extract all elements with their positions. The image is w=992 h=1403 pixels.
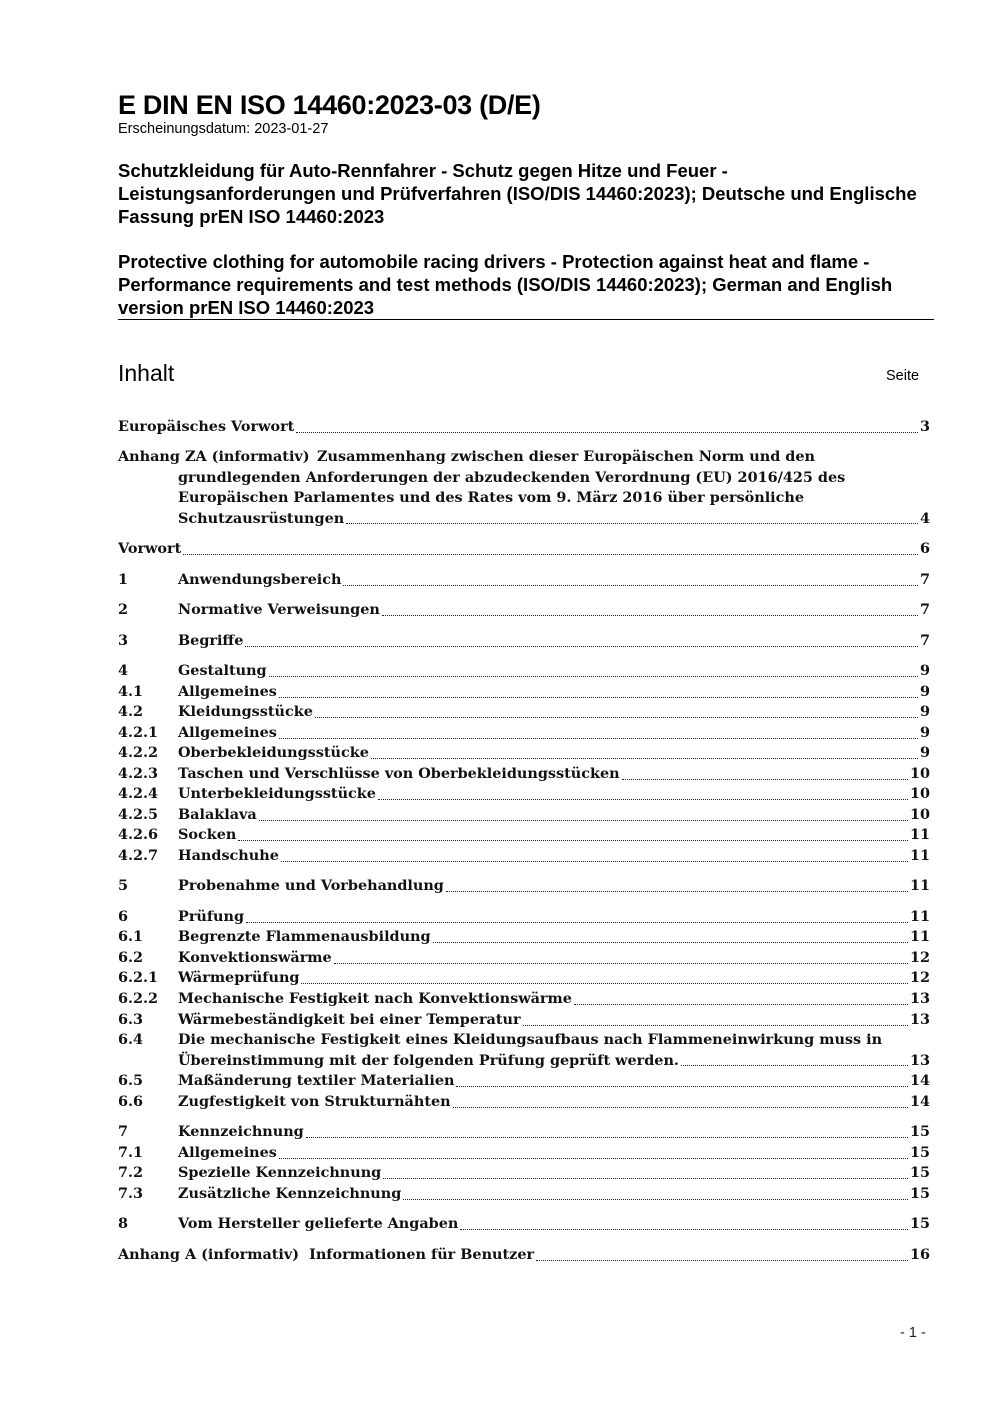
toc-heading: Inhalt [118, 360, 175, 386]
toc-leader-dots [183, 554, 918, 555]
toc-entry-number: 6 [118, 908, 129, 925]
toc-entry-page: 13 [909, 1051, 930, 1069]
toc-entry-title: Konvektionswärme [178, 949, 332, 966]
toc-entry-page: 14 [909, 1093, 930, 1110]
toc-entry[interactable] [118, 846, 930, 867]
toc-entry-title: Zugfestigkeit von Strukturnähten [178, 1093, 451, 1110]
toc-entry[interactable] [118, 1092, 930, 1113]
toc-entry-title: Begrenzte Flammenausbildung [178, 928, 431, 945]
toc-entry-title: Balaklava [178, 806, 257, 823]
toc-leader-dots [433, 942, 908, 943]
toc-entry-title: Vom Hersteller gelieferte Angaben [178, 1215, 459, 1232]
toc-leader-dots [279, 738, 918, 739]
toc-entry-page: 3 [919, 418, 930, 435]
toc-entry-number: 6.4 [118, 1031, 144, 1048]
toc-entry-page: 4 [919, 509, 930, 527]
toc-entry[interactable] [118, 968, 930, 989]
toc-entry-page: 11 [909, 928, 930, 945]
toc-entry-title: Taschen und Verschlüsse von Oberbekleidungsstücken [178, 765, 620, 782]
toc-leader-dots [269, 676, 918, 677]
toc-page-column-heading: Seite [886, 368, 920, 384]
toc-entry-page: 10 [909, 765, 930, 782]
toc-entry-title: Anwendungsbereich [178, 571, 342, 588]
toc-entry-number: 4 [118, 662, 129, 679]
toc-entry-number: 4.2.4 [118, 785, 159, 802]
toc-entry[interactable] [118, 1143, 930, 1164]
toc-entry-title: Maßänderung textiler Materialien [178, 1072, 455, 1089]
toc-entry-number: 7 [118, 1123, 129, 1140]
toc-entry-title: Vorwort [118, 540, 182, 557]
toc-entry-number: Anhang ZA (informativ) [118, 448, 310, 465]
toc-entry-number: 4.2.2 [118, 744, 159, 761]
title-english: Protective clothing for automobile racing drivers - Protection against heat and flame - Performance requirements and test methods (ISO/DIS 14460:2023); German and English version prEN ISO 14460:2023 [118, 251, 893, 318]
publication-date: Erscheinungsdatum: 2023-01-27 [118, 121, 329, 137]
document-id-title: E DIN EN ISO 14460:2023-03 (D/E) [118, 90, 541, 120]
toc-entry-title: Socken [178, 826, 237, 843]
toc-entry-title: Mechanische Festigkeit nach Konvektionswärme [178, 990, 572, 1007]
toc-entry[interactable] [118, 907, 930, 928]
toc-leader-dots [453, 1107, 908, 1108]
toc-entry-page: 9 [919, 683, 930, 700]
toc-entry-page: 13 [909, 1011, 930, 1028]
toc-entry-number: 7.2 [118, 1164, 144, 1181]
toc-entry[interactable] [118, 743, 930, 764]
toc-entry-page: 15 [909, 1144, 930, 1161]
toc-entry-page: 10 [909, 785, 930, 802]
toc-entry[interactable] [118, 764, 930, 785]
toc-entry-page: 9 [919, 662, 930, 679]
toc-entry-page: 10 [909, 806, 930, 823]
toc-leader-dots [346, 523, 918, 524]
toc-entry-number: 2 [118, 601, 129, 618]
toc-entry-number: 4.2.5 [118, 806, 159, 823]
toc-entry-title: Spezielle Kennzeichnung [178, 1164, 382, 1181]
toc-entry-page: 6 [919, 540, 930, 557]
toc-entry[interactable] [118, 1163, 930, 1184]
toc-entry[interactable] [118, 948, 930, 969]
toc-entry-title: Allgemeines [178, 724, 277, 741]
toc-entry-page: 15 [909, 1185, 930, 1202]
toc-leader-dots [306, 1137, 908, 1138]
toc-entry[interactable] [118, 825, 930, 846]
toc-entry-title: Kleidungsstücke [178, 703, 313, 720]
toc-entry-page: 11 [909, 826, 930, 843]
toc-entry[interactable] [118, 1184, 930, 1205]
toc-leader-dots [536, 1260, 908, 1261]
toc-entry-title: Anhang A (informativ) Informationen für Benutzer [118, 1246, 535, 1263]
toc-entry-number: 7.3 [118, 1185, 144, 1202]
toc-entry-title: Oberbekleidungsstücke [178, 744, 369, 761]
toc-entry-number: 4.2.1 [118, 724, 159, 741]
toc-entry-page: 13 [909, 990, 930, 1007]
toc-leader-dots [279, 697, 918, 698]
toc-entry[interactable] [118, 1071, 930, 1092]
toc-leader-dots [446, 891, 908, 892]
toc-entry-number: 6.6 [118, 1093, 144, 1110]
toc-entry-title: Europäisches Vorwort [118, 418, 295, 435]
toc-entry-number: 3 [118, 632, 129, 649]
toc-entry-title: Gestaltung [178, 662, 267, 679]
toc-entry[interactable] [118, 1010, 930, 1031]
toc-entry[interactable] [118, 417, 930, 438]
toc-entry-number: 6.2.1 [118, 969, 159, 986]
toc-entry-page: 11 [909, 877, 930, 894]
toc-leader-dots [460, 1229, 908, 1230]
toc-leader-dots [245, 646, 918, 647]
toc-entry[interactable] [118, 702, 930, 723]
toc-leader-dots [378, 799, 908, 800]
toc-entry[interactable] [118, 927, 930, 948]
toc-entry[interactable] [118, 1030, 930, 1071]
toc-entry-title-line: Die mechanische Festigkeit eines Kleidungsaufbaus nach Flammeneinwirkung muss in [178, 1031, 883, 1048]
toc-entry-number: 6.2 [118, 949, 144, 966]
toc-leader-dots [371, 758, 918, 759]
toc-entry-title: Schutzausrüstungen [178, 509, 345, 527]
toc-entry-page: 16 [909, 1246, 930, 1263]
toc-entry[interactable] [118, 682, 930, 703]
toc-entry-page: 12 [909, 949, 930, 966]
toc-leader-dots [523, 1025, 908, 1026]
toc-entry[interactable] [118, 570, 930, 591]
toc-leader-dots [281, 861, 908, 862]
toc-entry-page: 7 [919, 571, 930, 588]
toc-entry-title: Wärmebeständigkeit bei einer Temperatur [178, 1011, 521, 1028]
toc-leader-dots [343, 585, 918, 586]
toc-entry[interactable] [118, 661, 930, 682]
toc-entry[interactable] [118, 805, 930, 826]
toc-entry-number: 5 [118, 877, 129, 894]
toc-entry-page: 7 [919, 601, 930, 618]
toc-entry-number: 8 [118, 1215, 129, 1232]
toc-entry-number: 6.3 [118, 1011, 144, 1028]
page-number: - 1 - [900, 1325, 926, 1341]
toc-leader-dots [383, 1178, 908, 1179]
toc-entry-title: Probenahme und Vorbehandlung [178, 877, 444, 894]
toc-entry-page: 11 [909, 847, 930, 864]
toc-entry-number: 4.2 [118, 703, 144, 720]
toc-entry-title: Allgemeines [178, 683, 277, 700]
toc-entry[interactable] [118, 631, 930, 652]
toc-entry-title: Prüfung [178, 908, 245, 925]
toc-leader-dots [301, 983, 907, 984]
toc-entry-number: 4.2.6 [118, 826, 159, 843]
toc-entry-page: 12 [909, 969, 930, 986]
toc-leader-dots [574, 1004, 908, 1005]
toc-leader-dots [259, 820, 908, 821]
toc-entry[interactable] [118, 1245, 930, 1266]
title-divider [118, 319, 934, 320]
toc-entry[interactable] [118, 539, 930, 560]
toc-entry-page: 15 [909, 1215, 930, 1232]
toc-entry-page: 9 [919, 724, 930, 741]
toc-entry[interactable] [118, 1214, 930, 1235]
toc-entry-number: 4.2.7 [118, 847, 159, 864]
toc-entry-title-line: Europäischen Parlamentes und des Rates vom 9. März 2016 über persönliche [178, 489, 805, 506]
toc-entry-number: 6.5 [118, 1072, 144, 1089]
toc-leader-dots [382, 615, 918, 616]
toc-entry-number: 4.1 [118, 683, 144, 700]
toc-entry-title: Handschuhe [178, 847, 279, 864]
toc-leader-dots [279, 1158, 908, 1159]
toc-leader-dots [403, 1199, 908, 1200]
toc-entry-page: 9 [919, 744, 930, 761]
toc-leader-dots [622, 779, 908, 780]
toc-entry-title-line: Zusammenhang zwischen dieser Europäischen Norm und den [317, 448, 815, 465]
toc-leader-dots [315, 717, 918, 718]
title-german: Schutzkleidung für Auto-Rennfahrer - Schutz gegen Hitze und Feuer - Leistungsanforderungen und Prüfverfahren (ISO/DIS 14460:2023); Deutsche und Englische Fassung prEN ISO 14460:2023 [118, 160, 917, 227]
toc-entry-page: 15 [909, 1123, 930, 1140]
toc-entry[interactable] [118, 989, 930, 1010]
toc-entry-title: Allgemeines [178, 1144, 277, 1161]
toc-entry-number: 6.1 [118, 928, 144, 945]
toc-entry-page: 15 [909, 1164, 930, 1181]
toc-entry-title: Normative Verweisungen [178, 601, 380, 618]
toc-entry-number: 4.2.3 [118, 765, 159, 782]
toc-entry-page: 14 [909, 1072, 930, 1089]
toc-entry-title: Wärmeprüfung [178, 969, 300, 986]
toc-entry[interactable] [118, 600, 930, 621]
toc-entry-number: 1 [118, 571, 129, 588]
toc-entry[interactable] [118, 876, 930, 897]
toc-entry-page: 11 [909, 908, 930, 925]
toc-leader-dots [334, 963, 908, 964]
toc-entry-page: 7 [919, 632, 930, 649]
toc-entry-annex-za[interactable] [118, 447, 930, 529]
toc-entry-title-line: grundlegenden Anforderungen der abzudeckenden Verordnung (EU) 2016/425 des [178, 468, 846, 486]
toc-entry-title: Übereinstimmung mit der folgenden Prüfung geprüft werden. [178, 1051, 679, 1069]
toc-leader-dots [246, 922, 908, 923]
toc-entry-number: 6.2.2 [118, 990, 159, 1007]
toc-entry[interactable] [118, 723, 930, 744]
toc-entry-title: Unterbekleidungsstücke [178, 785, 376, 802]
toc-leader-dots [238, 840, 908, 841]
toc-entry-number: 7.1 [118, 1144, 144, 1161]
toc-leader-dots [296, 432, 918, 433]
toc-entry[interactable] [118, 1122, 930, 1143]
toc-leader-dots [456, 1086, 908, 1087]
toc-entry-page: 9 [919, 703, 930, 720]
toc-leader-dots [681, 1065, 908, 1066]
toc-entry-title: Kennzeichnung [178, 1123, 304, 1140]
toc-entry-title: Zusätzliche Kennzeichnung [178, 1185, 402, 1202]
toc-entry[interactable] [118, 784, 930, 805]
toc-entry-title: Begriffe [178, 632, 244, 649]
